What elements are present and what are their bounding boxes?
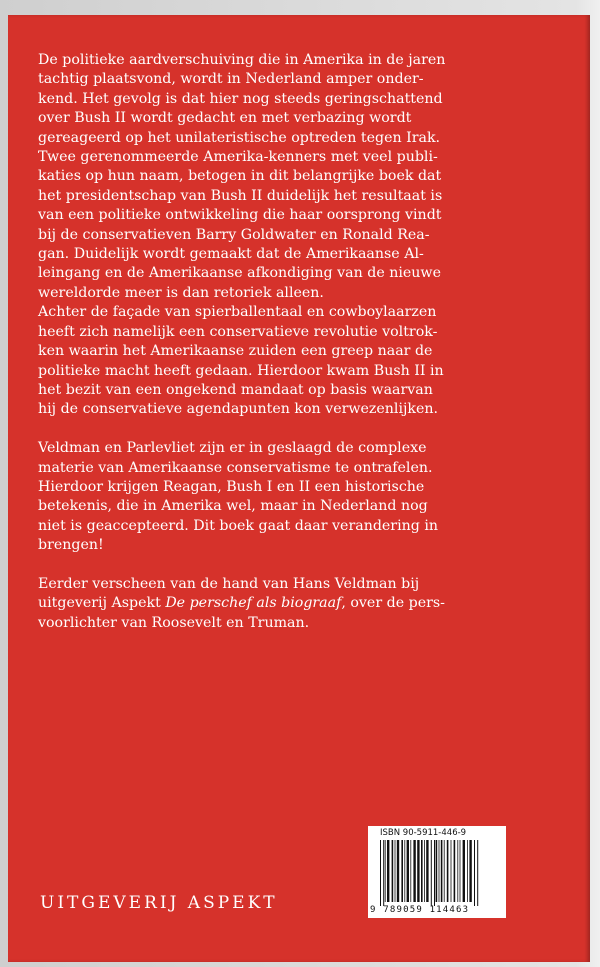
blurb-line: Achter de façade van spierballentaal en cowboylaarzen	[38, 304, 437, 321]
blurb-line: gan. Duidelijk wordt gemaakt dat de Amerikaanse Al-	[38, 246, 424, 263]
blurb-paragraph-2	[38, 439, 493, 555]
barcode-bar	[424, 840, 425, 902]
isbn-text: ISBN 90-5911-446-9	[380, 828, 467, 838]
blurb-line: materie van Amerikaanse conservatisme te ontrafelen.	[38, 459, 433, 476]
barcode-guard-bar	[434, 840, 435, 906]
barcode-bar	[426, 840, 428, 902]
barcode-bar	[397, 840, 399, 902]
blurb-line: gereageerd op het unilateristische optreden tegen Irak.	[38, 129, 441, 146]
publisher-name: UITGEVERIJ ASPEKT	[40, 893, 278, 913]
book-title-italic: De perschef als biograaf	[165, 595, 342, 612]
blurb-paragraph-3	[38, 575, 493, 633]
barcode-bar	[385, 840, 386, 902]
blurb-line: het bezit van een ongekend mandaat op basis waarvan	[38, 381, 433, 398]
barcode-bar	[395, 840, 396, 902]
blurb-line: heeft zich namelijk een conservatieve revolutie voltrok-	[38, 323, 438, 340]
barcode-bar	[460, 840, 461, 902]
blurb-line: leingang en de Amerikaanse afkondiging van de nieuwe	[38, 265, 441, 282]
blurb-text	[38, 51, 493, 633]
barcode-bar	[454, 840, 456, 902]
barcode-bars	[374, 840, 500, 906]
blurb-line-start: uitgeverij Aspekt	[38, 595, 166, 612]
barcode-bar	[436, 840, 438, 902]
blurb-line: niet is geaccepteerd. Dit boek gaat daar verandering in	[38, 517, 439, 534]
barcode-guard-bar	[474, 840, 475, 906]
barcode-guard-bar	[383, 840, 384, 906]
blurb-line: Veldman en Parlevliet zijn er in geslaagd de complexe	[38, 440, 427, 457]
blurb-line: brengen!	[38, 537, 104, 554]
barcode-label	[368, 826, 506, 918]
cover-edge-shade	[584, 15, 590, 962]
blurb-line: betekenis, die in Amerika wel, maar in Nederland nog	[38, 498, 428, 515]
barcode-bar	[404, 840, 405, 902]
blurb-line: De politieke aardverschuiving die in Amerika in de jaren	[38, 52, 446, 68]
blurb-line: van een politieke ontwikkeling die haar oorsprong vindt	[38, 207, 442, 224]
blurb-line: tachtig plaatsvond, wordt in Nederland amper onder-	[38, 71, 424, 88]
barcode-bar	[469, 840, 471, 902]
barcode-bar	[413, 840, 415, 902]
barcode-bar	[401, 840, 403, 902]
blurb-line: voorlichter van Roosevelt en Truman.	[38, 614, 310, 631]
barcode-bar	[439, 840, 440, 902]
blurb-line: kend. Het gevolg is dat hier nog steeds geringschattend	[38, 90, 443, 107]
barcode-bar	[467, 840, 468, 902]
blurb-line: hij de conservatieve agendapunten kon verwezenlijken.	[38, 401, 439, 418]
blurb-line-end: , over de pers-	[341, 595, 445, 612]
barcode-guard-bar	[380, 840, 381, 906]
barcode-guard-bar	[431, 840, 432, 906]
blurb-line: over Bush II wordt gedacht en met verbazing wordt	[38, 110, 412, 127]
barcode-bar	[407, 840, 409, 902]
blurb-line: bij de conservatieven Barry Goldwater en Ronald Rea-	[38, 226, 430, 243]
barcode-guard-bar	[477, 840, 478, 906]
blurb-line: katies op hun naam, betogen in dit belangrijke boek dat	[38, 168, 442, 185]
barcode-bar	[392, 840, 394, 902]
barcode-bar	[410, 840, 411, 902]
blurb-line: het presidentschap van Bush II duidelijk het resultaat is	[38, 187, 443, 204]
barcode-bar	[421, 840, 423, 902]
barcode-bar	[451, 840, 452, 902]
barcode-bar	[463, 840, 465, 902]
barcode-bar	[444, 840, 445, 902]
barcode-bar	[447, 840, 449, 902]
blurb-line: ken waarin het Amerikaanse zuiden een greep naar de	[38, 343, 433, 360]
barcode-bar	[387, 840, 389, 902]
ean-number: 9 789059 114463	[370, 905, 470, 915]
blurb-line: politieke macht heeft gedaan. Hierdoor kwam Bush II in	[38, 362, 444, 379]
blurb-paragraph-1	[38, 51, 493, 420]
blurb-line: Hierdoor krijgen Reagan, Bush I en II een historische	[38, 478, 425, 495]
blurb-line: Twee gerenommeerde Amerika-kenners met veel publi-	[38, 149, 438, 166]
blurb-line: Eerder verscheen van de hand van Hans Veldman bij	[38, 575, 420, 592]
blurb-line: wereldorde meer is dan retoriek alleen.	[38, 284, 324, 301]
barcode-bar	[417, 840, 419, 902]
barcode-bar	[457, 840, 458, 902]
barcode-bar	[441, 840, 443, 902]
